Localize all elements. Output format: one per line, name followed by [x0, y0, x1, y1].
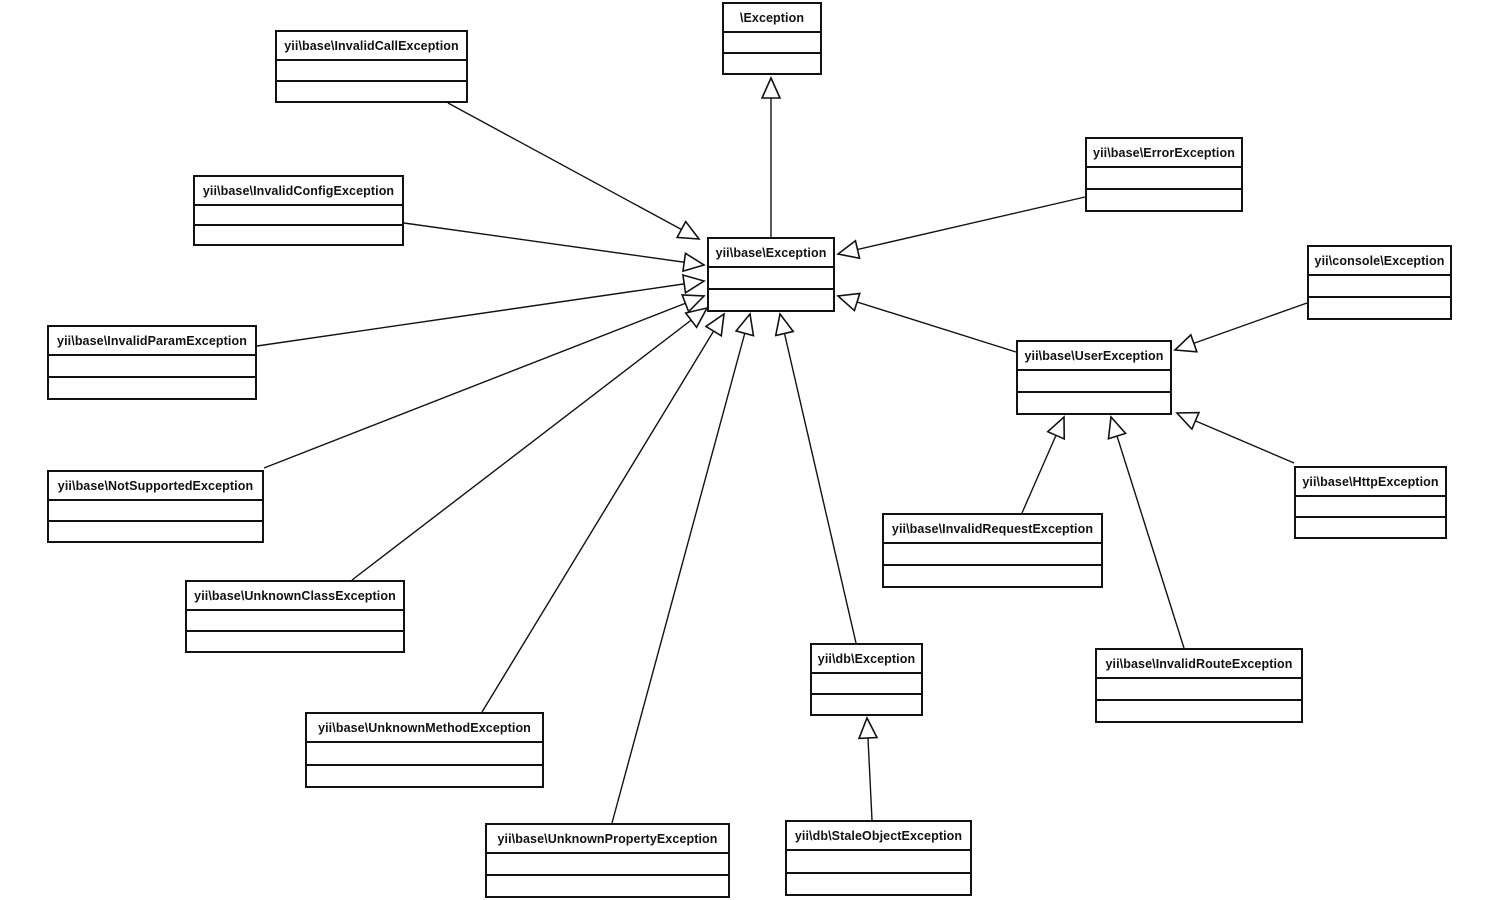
- edge-invalidconfig-to-base-exception: [404, 223, 704, 265]
- attributes-compartment: [195, 204, 402, 224]
- attributes-compartment: [277, 59, 466, 80]
- class-name-exception: \Exception: [739, 10, 805, 25]
- attributes-compartment: [787, 849, 970, 872]
- methods-compartment: [487, 874, 728, 896]
- attributes-compartment: [1087, 166, 1241, 188]
- class-box-console-exception: [1307, 245, 1452, 320]
- edge-unknownproperty-to-base-exception: [612, 314, 750, 823]
- edge-console-to-user-exception: [1175, 303, 1307, 350]
- class-name-invalid-route-exception: yii\base\InvalidRouteException: [1105, 656, 1293, 671]
- class-box-invalid-request-exception: [882, 513, 1103, 588]
- methods-compartment: [49, 376, 255, 398]
- edge-staleobject-to-db-exception: [867, 718, 872, 820]
- attributes-compartment: [307, 741, 542, 764]
- class-box-invalid-config-exception: [193, 175, 404, 246]
- class-box-yii-base-exception: [707, 237, 835, 312]
- methods-compartment: [1087, 188, 1241, 210]
- class-box-exception: [722, 2, 822, 75]
- attributes-compartment: [1309, 274, 1450, 296]
- edge-invalidrequest-to-user-exception: [1022, 417, 1064, 513]
- attributes-compartment: [1018, 369, 1170, 391]
- methods-compartment: [1309, 296, 1450, 318]
- class-box-error-exception: [1085, 137, 1243, 212]
- class-name-invalid-config-exception: yii\base\InvalidConfigException: [202, 183, 395, 198]
- class-name-console-exception: yii\console\Exception: [1314, 253, 1445, 268]
- class-name-db-exception: yii\db\Exception: [817, 651, 916, 666]
- methods-compartment: [187, 630, 403, 651]
- class-name-invalid-request-exception: yii\base\InvalidRequestException: [891, 521, 1094, 536]
- class-name-stale-object-exception: yii\db\StaleObjectException: [794, 828, 963, 843]
- class-box-db-exception: [810, 643, 923, 716]
- attributes-compartment: [724, 31, 820, 52]
- class-name-user-exception: yii\base\UserException: [1024, 348, 1164, 363]
- methods-compartment: [884, 564, 1101, 586]
- class-name-invalid-param-exception: yii\base\InvalidParamException: [57, 333, 247, 348]
- class-name-not-supported-exception: yii\base\NotSupportedException: [57, 478, 254, 493]
- edge-error-to-base-exception: [838, 197, 1085, 254]
- methods-compartment: [1296, 516, 1445, 537]
- class-name-http-exception: yii\base\HttpException: [1302, 474, 1439, 489]
- attributes-compartment: [49, 499, 262, 520]
- class-name-yii-base-exception: yii\base\Exception: [715, 245, 827, 260]
- edge-invalidcall-to-base-exception: [448, 103, 699, 239]
- attributes-compartment: [187, 609, 403, 630]
- class-name-error-exception: yii\base\ErrorException: [1093, 145, 1235, 160]
- edge-unknownclass-to-base-exception: [352, 308, 707, 580]
- class-box-user-exception: [1016, 340, 1172, 415]
- attributes-compartment: [1296, 495, 1445, 516]
- edge-http-to-user-exception: [1177, 413, 1294, 463]
- class-box-unknown-property-exception: [485, 823, 730, 898]
- methods-compartment: [49, 520, 262, 541]
- edge-invalidparam-to-base-exception: [257, 281, 704, 346]
- methods-compartment: [277, 80, 466, 101]
- methods-compartment: [307, 764, 542, 787]
- class-box-http-exception: [1294, 466, 1447, 539]
- class-box-invalid-route-exception: [1095, 648, 1303, 723]
- methods-compartment: [812, 693, 921, 714]
- methods-compartment: [709, 288, 833, 310]
- class-box-invalid-call-exception: [275, 30, 468, 103]
- methods-compartment: [1018, 391, 1170, 413]
- attributes-compartment: [884, 542, 1101, 564]
- edge-user-to-base-exception: [838, 296, 1016, 352]
- edge-notsupported-to-base-exception: [264, 296, 704, 468]
- class-name-unknown-class-exception: yii\base\UnknownClassException: [194, 588, 396, 603]
- methods-compartment: [195, 224, 402, 244]
- attributes-compartment: [487, 852, 728, 874]
- edge-unknownmethod-to-base-exception: [482, 314, 724, 712]
- methods-compartment: [724, 52, 820, 73]
- class-box-not-supported-exception: [47, 470, 264, 543]
- edge-db-exception-to-base-exception: [780, 314, 856, 643]
- class-name-unknown-property-exception: yii\base\UnknownPropertyException: [497, 831, 718, 846]
- attributes-compartment: [709, 266, 833, 288]
- methods-compartment: [787, 872, 970, 895]
- attributes-compartment: [812, 672, 921, 693]
- class-box-unknown-class-exception: [185, 580, 405, 653]
- class-box-stale-object-exception: [785, 820, 972, 896]
- class-name-invalid-call-exception: yii\base\InvalidCallException: [284, 38, 459, 53]
- edge-invalidroute-to-user-exception: [1111, 417, 1184, 648]
- class-box-invalid-param-exception: [47, 325, 257, 400]
- class-box-unknown-method-exception: [305, 712, 544, 788]
- class-name-unknown-method-exception: yii\base\UnknownMethodException: [318, 720, 531, 735]
- attributes-compartment: [1097, 677, 1301, 699]
- methods-compartment: [1097, 699, 1301, 721]
- attributes-compartment: [49, 354, 255, 376]
